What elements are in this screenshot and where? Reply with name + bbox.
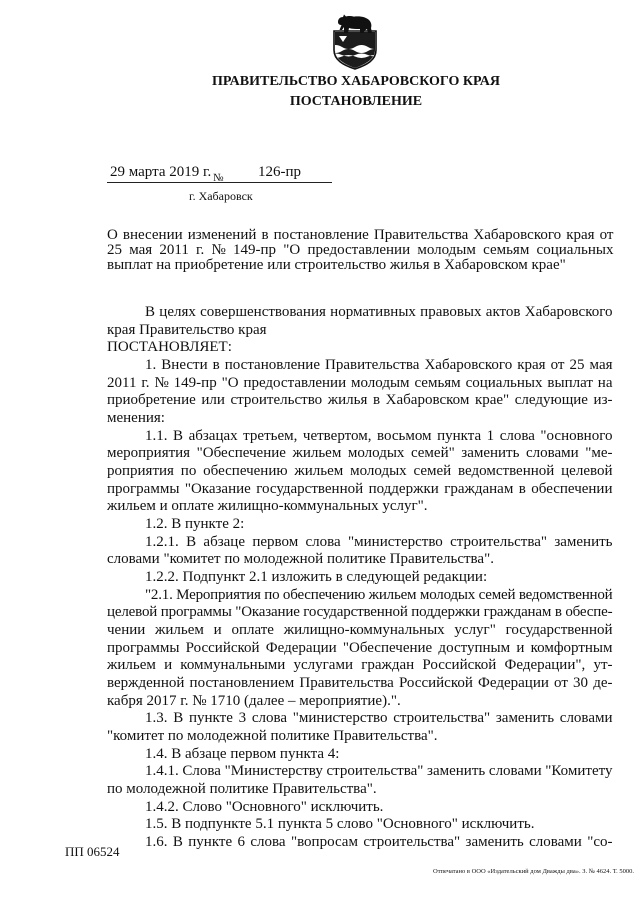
number-sign: № xyxy=(213,172,224,184)
clause-paragraph xyxy=(107,816,613,834)
text-line: края Правительство края xyxy=(107,321,267,338)
document-type: ПОСТАНОВЛЕНИЕ xyxy=(289,94,423,109)
title-paragraph xyxy=(107,228,614,273)
text-line: О внесении изменений в постановление Правительства Хабаровского края от xyxy=(107,227,614,243)
text-line: менения: xyxy=(107,410,165,427)
text-line: 1.3. В пункте 3 слова "министерство строительства" заменить словами xyxy=(145,710,613,727)
text-line: чении жильем и оплате жилищно-коммунальных услуг" государственной xyxy=(107,622,613,639)
text-line: роприятия по обеспечению жильем молодых семей ведомственной целевой xyxy=(107,463,613,480)
clause-paragraph xyxy=(107,834,613,852)
text-line: 25 мая 2011 г. № 149-пр "О предоставлении молодым семьям социальных xyxy=(107,242,614,258)
registration-underline xyxy=(107,182,332,183)
text-line: мероприятия "Обеспечение жильем молодых семей" заменить словами "ме- xyxy=(107,445,613,462)
document-number: 126-пр xyxy=(258,164,302,180)
text-line: 2011 г. № 149-пр "О предоставлении молодым семьям социальных выплат на xyxy=(107,374,613,391)
clauses xyxy=(107,357,613,852)
clause-paragraph xyxy=(107,357,613,428)
text-line: 1.4.2. Слово "Основного" исключить. xyxy=(145,798,384,815)
text-line: 1.2.2. Подпункт 2.1 изложить в следующей редакции: xyxy=(145,569,488,586)
printer-imprint: Отпечатано в ООО «Издательский дом Дважды два». З. № 4624. Т. 5000. xyxy=(433,868,634,875)
text-line: словами "комитет по молодежной политике Правительства". xyxy=(107,551,494,568)
document-title xyxy=(107,228,614,273)
text-line: программы "Оказание государственной поддержки гражданам в обеспечении xyxy=(107,480,613,497)
coat-of-arms-icon xyxy=(329,10,381,70)
text-line: 1.4. В абзаце первом пункта 4: xyxy=(145,745,340,762)
text-line: 1.6. В пункте 6 слова "вопросам строительства" заменить словами "со- xyxy=(145,834,613,851)
operative-word: ПОСТАНОВЛЯЕТ: xyxy=(107,339,232,356)
text-line: вержденной постановлением Правительства Российской Федерации от 30 де- xyxy=(107,675,613,692)
form-code: ПП 06524 xyxy=(65,844,120,859)
text-line: приобретение или строительство жилья в Хабаровском крае" следующие из- xyxy=(107,392,613,409)
text-line: жильем и коммунальными услугами граждан Российской Федерации", ут- xyxy=(107,657,613,674)
preamble xyxy=(107,304,613,339)
issuing-authority: ПРАВИТЕЛЬСТВО ХАБАРОВСКОГО КРАЯ xyxy=(212,74,500,89)
clause-paragraph xyxy=(107,710,613,745)
document-body xyxy=(107,304,613,852)
text-line: 1.5. В подпункте 5.1 пункта 5 слово "Основного" исключить. xyxy=(145,816,535,833)
text-line: В целях совершенствования нормативных правовых актов Хабаровского xyxy=(145,304,613,320)
clause-paragraph xyxy=(107,534,613,569)
text-line: по молодежной политике Правительства". xyxy=(107,781,377,798)
preamble-paragraph xyxy=(107,304,613,339)
text-line: кабря 2017 г. № 1710 (далее – мероприятие).". xyxy=(107,692,401,709)
text-line: 1. Внести в постановление Правительства Хабаровского края от 25 мая xyxy=(145,357,613,374)
text-line: "2.1. Мероприятия по обеспечению жильем молодых семей ведомственной xyxy=(145,586,613,603)
text-line: выплат на приобретение или строительство жилья в Хабаровском крае" xyxy=(107,257,566,273)
text-line: "комитет по молодежной политике Правительства". xyxy=(107,728,438,745)
clause-paragraph xyxy=(107,587,613,711)
clause-paragraph xyxy=(107,516,613,534)
text-line: 1.2. В пункте 2: xyxy=(145,516,245,533)
text-line: жильем и оплате жилищно-коммунальных услуг". xyxy=(107,498,428,515)
clause-paragraph xyxy=(107,763,613,798)
clause-paragraph xyxy=(107,746,613,764)
text-line: 1.4.1. Слова "Министерству строительства" заменить словами "Комитету xyxy=(145,763,613,780)
clause-paragraph xyxy=(107,799,613,817)
document-date: 29 марта 2019 г. xyxy=(110,164,212,180)
clause-paragraph xyxy=(107,569,613,587)
text-line: целевой программы "Оказание государственной поддержки гражданам в обеспе- xyxy=(107,604,613,621)
text-line: программы Российской Федерации "Обеспечение доступным и комфортным xyxy=(107,639,613,656)
text-line: 1.1. В абзацах третьем, четвертом, восьмом пункта 1 слова "основного xyxy=(145,427,613,444)
clause-paragraph xyxy=(107,428,613,516)
text-line: 1.2.1. В абзаце первом слова "министерство строительства" заменить xyxy=(145,533,613,550)
document-place: г. Хабаровск xyxy=(189,189,253,203)
